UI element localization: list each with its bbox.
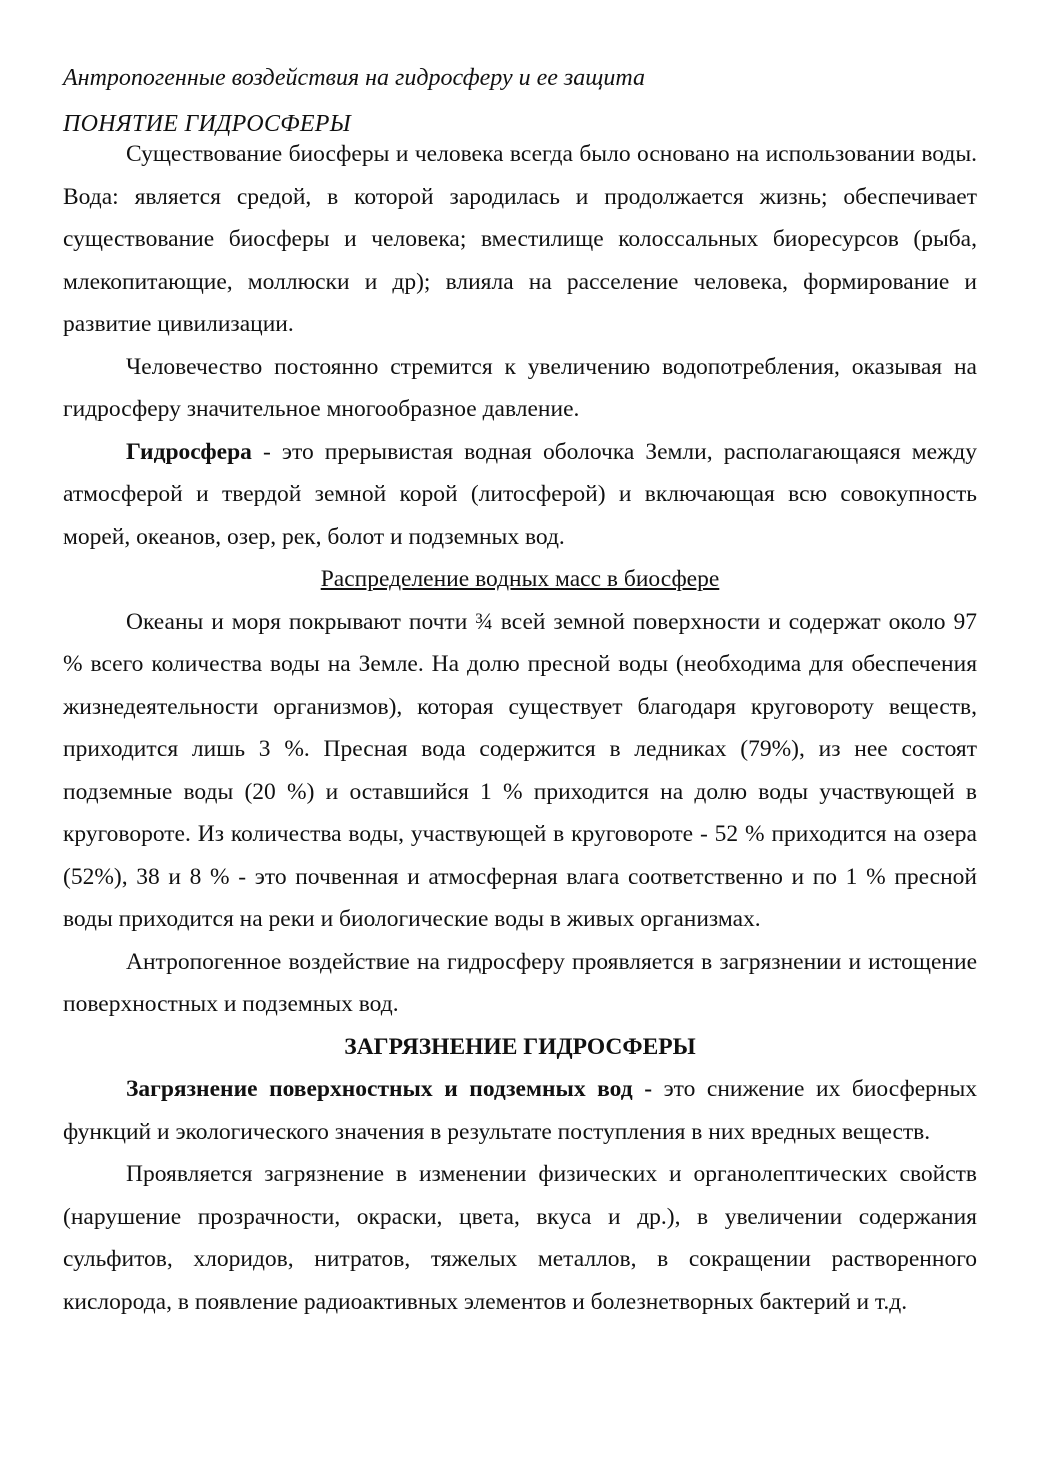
definition-pollution: это снижение их биосферных функций и экологического значения в результате поступления в них вредных веществ. bbox=[63, 1076, 977, 1145]
paragraph-pollution-definition bbox=[63, 1068, 977, 1153]
paragraph-water-consumption: Человечество постоянно стремится к увеличению водопотребления, оказывая на гидросферу значительное многообразное давление. bbox=[63, 353, 977, 422]
paragraph-water-distribution: Океаны и моря покрывают почти ¾ всей земной поверхности и содержат около 97 % всего количества воды на Земле. На долю пресной воды (необходима для обеспечения жизнедеятельности организмов), которая существует благодаря круговороту веществ, приходится лишь 3 %. Пресная вода содержится в ледниках (79%), из нее состоят подземные воды (20 %) и оставшийся 1 % приходится на долю воды участвующей в круговороте. Из количества воды, участвующей в круговороте - 52 % приходится на озера (52%), 38 и 8 % - это почвенная и атмосферная влага соответственно и по 1 % пресной воды приходится на реки и биологические воды в живых организмах. bbox=[63, 608, 977, 932]
subheading-water-distribution: Распределение водных масс в биосфере bbox=[320, 566, 720, 592]
term-pollution: Загрязнение поверхностных и подземных вод - bbox=[126, 1076, 653, 1102]
term-hydrosphere: Гидросфера bbox=[126, 438, 252, 465]
definition-hydrosphere: - это прерывистая водная оболочка Земли, располагающаяся между атмосферой и твердой земной корой (литосферой) и включающая всю совокупность морей, океанов, озер, рек, болот и подземных вод. bbox=[63, 438, 977, 550]
document-body bbox=[63, 133, 977, 1323]
paragraph-pollution-manifestation: Проявляется загрязнение в изменении физических и органолептических свойств (нарушение прозрачности, окраски, цвета, вкуса и др.), в увеличении содержания сульфитов, хлоридов, нитратов, тяжелых металлов, в сокращении растворенного кислорода, в появление радиоактивных элементов и болезнетворных бактерий и т.д. bbox=[63, 1161, 977, 1315]
document-title: Антропогенные воздействия на гидросферу и ее защита bbox=[63, 65, 646, 91]
paragraph-anthropogenic-impact: Антропогенное воздействие на гидросферу проявляется в загрязнении и истощение поверхностных и подземных вод. bbox=[63, 948, 977, 1017]
section-heading-hydrosphere-pollution: ЗАГРЯЗНЕНИЕ ГИДРОСФЕРЫ bbox=[344, 1033, 696, 1060]
section-heading-hydrosphere-concept: ПОНЯТИЕ ГИДРОСФЕРЫ bbox=[63, 111, 351, 137]
paragraph-hydrosphere-definition bbox=[63, 431, 977, 559]
paragraph-water-importance: Существование биосферы и человека всегда было основано на использовании воды. Вода: является средой, в которой зародилась и продолжается жизнь; обеспечивает существование биосферы и человека; вместилище колоссальных биоресурсов (рыба, млекопитающие, моллюски и др); влияла на расселение человека, формирование и развитие цивилизации. bbox=[63, 141, 977, 337]
